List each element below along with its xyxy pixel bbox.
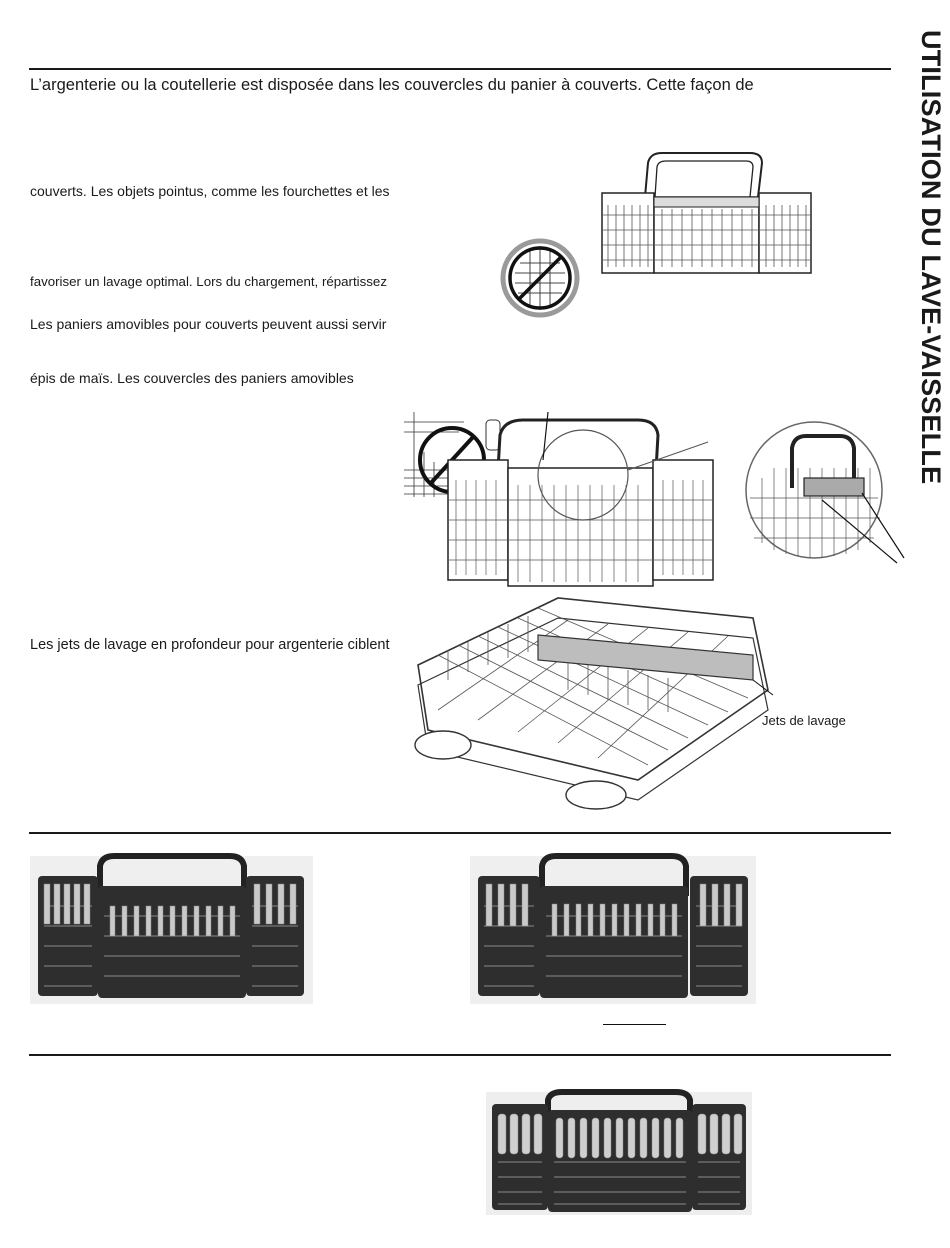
silverware-basket-photo-1 [30,856,313,1004]
body-line-favoriser: favoriser un lavage optimal. Lors du chargement, répartissez [30,274,387,289]
section-rule-2 [29,1054,891,1056]
intro-line: L’argenterie ou la coutellerie est disposée dans les couvercles du panier à couverts. Cette façon de [30,76,754,94]
section-rule-1 [29,832,891,834]
silverware-basket-photo-3 [486,1092,752,1215]
body-line-epis: épis de maïs. Les couvercles des paniers amovibles [30,370,354,386]
body-line-jets: Les jets de lavage en profondeur pour argenterie ciblent [30,637,390,653]
body-line-paniers: Les paniers amovibles pour couverts peuvent aussi servir [30,316,387,332]
dishwasher-rack-illustration [408,440,788,805]
no-symbol-icon [500,238,580,318]
section-side-title [910,30,950,610]
silverware-basket-illustration [590,145,830,275]
top-rule [29,68,891,70]
short-underline [603,1024,666,1025]
silverware-basket-photo-2 [470,856,756,1004]
basket-detail-zoom [742,418,907,563]
callout-label-jets: Jets de lavage [762,713,846,728]
side-title-text: UTILISATION DU LAVE-VAISSELLE [916,30,946,485]
body-line-couverts: couverts. Les objets pointus, comme les fourchettes et les [30,183,390,199]
